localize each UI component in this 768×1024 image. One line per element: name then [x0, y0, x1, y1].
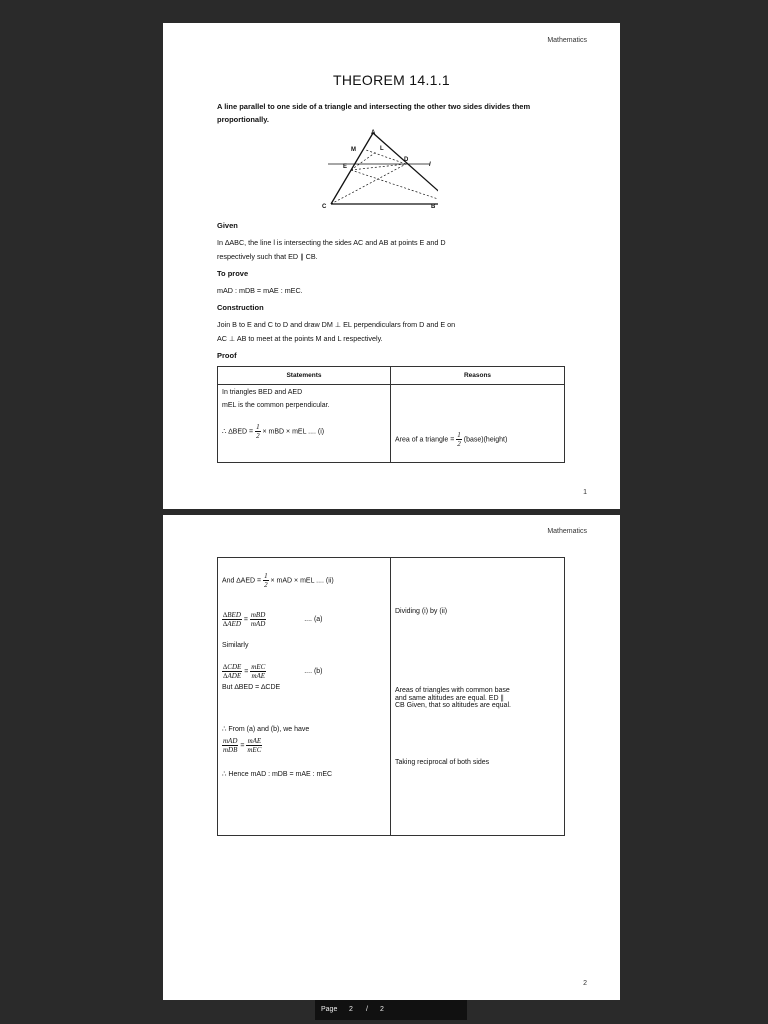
page-header: Mathematics — [547, 37, 587, 44]
toprove-text: mAD : mDB = mAE : mEC. — [217, 286, 303, 295]
col-statements: Statements — [218, 367, 391, 385]
page-header: Mathematics — [547, 528, 587, 535]
proof-table — [217, 366, 565, 463]
statements-cell: And ∆AED = $\frac{1}{2}$ × mAD × mEL .... (ii) $\frac{\text{∆BED}}{\text{∆AED}}$ = $\frac{\text{mBD}}{\text{mAD}}$ .... (a) Similarly $\frac{\text{∆CDE}}{\text{∆ADE}}$ = $\frac{\text{mEC}}{\text{mAE}}$ .... (b) But ∆BED = ∆CDE ∴ From (a) and (b), we have $\frac{\text{mAD}}{\text{mDB}}$ = $\frac{\text{mAE}}{\text{mEC}}$ ∴ Hence mAD : mDB = mAE : mEC — [218, 558, 391, 836]
construction-text: Join B to E and C to D and draw DM ⊥ EL perpendiculars from D and E on AC ⊥ AB to meet at the points M and L respectively. — [217, 320, 456, 343]
svg-text:A: A — [371, 130, 376, 136]
total-pages: 2 — [380, 1006, 384, 1013]
svg-text:D: D — [404, 157, 409, 163]
page-label: Page — [321, 1006, 338, 1013]
reasons-cell: Dividing (i) by (ii) Areas of triangles with common base and same altitudes are equal. ED ∥ CB Given, that so altitudes are equal. Taking reciprocal of both sides — [391, 558, 565, 836]
svg-text:M: M — [351, 147, 356, 153]
col-reasons: Reasons — [391, 367, 565, 385]
triangle-figure — [318, 128, 438, 210]
given-text: In ∆ABC, the line l is intersecting the sides AC and AB at points E and D respectively such that ED ∥ CB. — [217, 238, 446, 261]
svg-text:L: L — [380, 146, 384, 152]
reasons-cell: Area of a triangle = $\frac{1}{2}$ (base)(height) — [391, 385, 565, 463]
svg-text:C: C — [322, 204, 327, 210]
construction-heading: Construction — [217, 303, 264, 312]
side-ab — [373, 133, 438, 204]
document-page-2 — [163, 515, 620, 1000]
svg-text:l: l — [429, 162, 431, 168]
side-ac — [331, 133, 373, 204]
document-page-1 — [163, 23, 620, 509]
theorem-title: THEOREM 14.1.1 — [332, 72, 450, 88]
svg-text:B: B — [431, 204, 436, 210]
current-page[interactable]: 2 — [349, 1006, 353, 1013]
svg-text:E: E — [343, 164, 348, 170]
page-number: 2 — [583, 980, 587, 987]
page-separator: / — [366, 1006, 368, 1013]
proof-heading: Proof — [217, 351, 237, 360]
statements-cell: In triangles BED and AED mEL is the common perpendicular. ∴ ∆BED = $\frac{1}{2}$ × mBD × mEL .... (i) — [218, 385, 391, 463]
toprove-heading: To prove — [217, 269, 249, 278]
page-indicator — [315, 1000, 467, 1020]
proof-table-continued — [217, 557, 565, 836]
theorem-statement: A line parallel to one side of a triangle and intersecting the other two sides divides them proportionally. — [217, 102, 531, 124]
page-number: 1 — [583, 489, 587, 496]
given-heading: Given — [217, 221, 238, 230]
